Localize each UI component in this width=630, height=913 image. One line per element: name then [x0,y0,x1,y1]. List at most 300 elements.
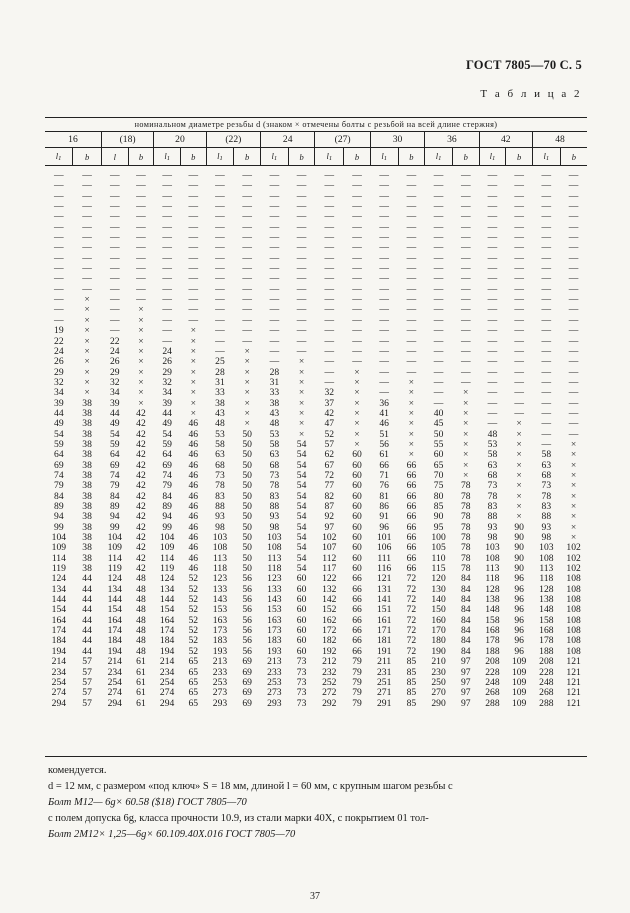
table-cell: 48 [136,625,146,637]
table-cell: — [379,356,389,368]
table-cell: — [406,314,417,326]
table-cell: — [82,180,92,192]
table-cell: 191 [376,645,392,657]
table-cell: 102 [322,532,337,544]
table-cell: — [296,345,307,357]
table-cell: — [109,314,120,326]
table-cell: — [296,232,307,244]
table-cell: 61 [379,449,389,461]
table-cell: 29 [109,366,120,378]
table-cell: — [460,294,471,306]
table-cell: — [541,252,552,264]
table-cell: 57 [82,687,92,699]
table-cell: 63 [487,459,498,471]
table-cell: 38 [82,438,92,450]
column-subheader: l1 [261,148,289,166]
table-cell: 39 [162,397,172,409]
table-cell: 234 [159,666,175,678]
table-cell: — [514,263,524,275]
table-cell: — [296,325,307,337]
table-cell: — [568,428,579,440]
table-cell: — [324,335,335,347]
table-cell: 78 [460,490,471,502]
table-cell: 66 [406,459,417,471]
table-cell: 150 [431,604,446,616]
table-cell: — [82,242,92,254]
table-cell: 68 [215,459,225,471]
table-cell: 85 [406,687,417,699]
table-cell: × [408,449,415,461]
table-cell: 56 [242,604,252,616]
column-subheader: l [101,148,128,166]
table-cell: 50 [242,563,252,575]
table-cell: 111 [377,552,392,564]
table-cell: 50 [242,480,252,492]
table-cell: — [188,273,199,285]
column-subheader: l1 [206,148,234,166]
table-cell: — [460,232,471,244]
table-cell: — [296,221,307,233]
table-cell: 66 [406,542,417,554]
table-cell: 163 [212,614,228,626]
table-cell: — [568,356,579,368]
table-cell: 140 [431,594,446,606]
table-cell: — [487,170,498,181]
table-cell: 84 [460,573,471,585]
table-cell: 90 [514,552,524,564]
table-cell: 54 [296,449,307,461]
table-cell: 36 [379,397,389,409]
table-cell: 133 [267,583,282,595]
table-cell: — [487,252,498,264]
table-cell: — [242,232,252,244]
table-cell: — [487,335,498,347]
table-cell: 109 [511,666,527,678]
column-subheader: l1 [45,148,73,166]
table-cell: 50 [242,511,252,523]
column-subheader: l1 [425,148,453,166]
table-cell: 52 [188,645,199,657]
table-cell: — [568,407,579,419]
table-cell: — [541,366,552,378]
table-cell: — [269,304,280,316]
table-cell: 72 [406,635,417,647]
table-cell: — [433,335,444,347]
table-cell: 44 [82,635,92,647]
table-row [45,523,587,533]
table-cell: 184 [51,635,67,647]
table-cell: — [514,242,524,254]
table-cell: 138 [485,594,500,606]
table-cell: × [190,376,196,388]
table-cell: 89 [162,501,172,512]
table-cell: 85 [406,666,417,678]
table-cell: — [433,190,444,202]
table-cell: 42 [136,490,146,502]
table-cell: — [541,283,552,295]
table-cell: — [54,273,64,285]
table-cell: 88 [215,501,225,512]
table-cell: 232 [322,666,337,678]
table-cell: — [296,201,307,213]
table-cell: 109 [107,542,122,554]
table-cell: — [109,294,120,306]
table-cell: × [138,366,144,378]
table-cell: 131 [376,583,392,595]
table-cell: 73 [296,687,307,699]
table-cell: 178 [539,635,554,647]
table-cell: — [568,170,579,181]
table-cell: — [188,180,199,192]
table-cell: × [570,469,577,481]
table-cell: — [514,294,524,306]
table-cell: 293 [212,697,228,709]
table-cell: 74 [109,469,120,481]
table-cell: 188 [539,645,554,657]
table-row [45,243,587,253]
table-cell: 78 [460,542,471,554]
table-cell: — [352,221,362,233]
table-cell: 250 [431,676,446,688]
table-cell: — [406,211,417,223]
table-cell: — [269,180,280,192]
table-cell: 214 [51,656,67,668]
table-cell: 53 [269,428,280,440]
table-cell: 77 [324,480,335,492]
table-cell: — [242,190,252,202]
table-cell: 84 [460,594,471,606]
table-row [45,347,587,357]
table-cell: 54 [162,428,172,440]
table-cell: 26 [109,356,120,368]
table-cell: 48 [136,614,146,626]
table-cell: 84 [54,490,64,502]
table-cell: — [460,252,471,264]
table-cell: 90 [514,521,524,533]
table-cell: 50 [242,490,252,502]
table-cell: × [408,438,415,450]
table-cell: — [487,325,498,337]
table-cell: — [188,252,199,264]
table-cell: 154 [51,604,67,616]
table-cell: 54 [296,501,307,512]
table-cell: 108 [566,635,581,647]
table-cell: 65 [188,656,199,668]
table-cell: 46 [188,459,199,471]
table-cell: 294 [107,697,122,709]
table-cell: 42 [136,418,146,430]
table-cell: 56 [242,635,252,647]
table-cell: 73 [296,666,307,678]
table-cell: 34 [109,387,120,399]
table-cell: — [541,263,552,275]
table-cell: — [568,366,579,378]
table-cell: 66 [406,490,417,502]
table-cell: — [487,345,498,357]
table-cell: 274 [159,687,175,699]
table-cell: — [406,345,417,357]
table-cell: 57 [82,666,92,678]
table-cell: × [138,356,144,368]
table-cell: — [136,283,146,295]
table-cell: 91 [379,511,389,523]
table-cell: — [352,335,362,347]
table-cell: — [568,232,579,244]
table-cell: — [162,170,172,181]
table-cell: 61 [136,676,146,688]
table-cell: 254 [159,676,175,688]
table-cell: — [433,345,444,357]
table-cell: 73 [215,469,225,481]
table-cell: 118 [212,563,227,575]
table-cell: — [568,387,579,399]
table-row [45,254,587,264]
table-cell: 72 [406,604,417,616]
table-cell: × [516,490,522,502]
table-cell: — [54,232,64,244]
table-cell: × [463,397,469,409]
table-cell: 130 [431,583,446,595]
table-cell: — [188,190,199,202]
table-cell: — [568,376,579,388]
table-cell: — [433,397,444,409]
table-cell: 170 [431,625,446,637]
table-cell: — [162,180,172,192]
table-cell: 158 [485,614,500,626]
table-cell: 44 [82,625,92,637]
table-cell: 79 [352,656,362,668]
table-cell: 69 [242,676,252,688]
table-cell: — [296,252,307,264]
table-cell: 32 [162,376,172,388]
table-row [45,512,587,522]
table-cell: 294 [51,697,67,709]
table-cell: 46 [379,418,389,430]
table-cell: — [269,325,280,337]
table-cell: — [215,294,225,306]
table-cell: × [138,387,144,399]
table-cell: 42 [136,542,146,554]
table-cell: 85 [433,501,444,512]
table-cell: 38 [82,407,92,419]
table-cell: 50 [242,449,252,461]
table-cell: 73 [269,469,280,481]
table-cell: × [298,428,305,440]
table-cell: 234 [107,666,122,678]
table-cell: 42 [136,532,146,544]
table-cell: — [324,356,335,368]
table-cell: 73 [296,697,307,709]
table-cell: — [514,407,524,419]
table-cell: × [570,449,577,461]
table-cell: × [516,449,522,461]
table-cell: 88 [541,511,552,523]
table-cell: 44 [82,583,92,595]
table-cell: — [324,190,335,202]
table-cell: — [352,190,362,202]
column-subheader: l1 [532,148,560,166]
table-cell: 294 [159,697,175,709]
table-cell: 60 [296,604,307,616]
table-cell: × [84,304,90,316]
table-cell: 174 [107,625,122,637]
table-cell: 32 [109,376,120,388]
table-cell: 106 [376,542,392,554]
table-cell: 158 [539,614,554,626]
table-cell: — [487,314,498,326]
table-cell: — [406,294,417,306]
table-cell: 84 [109,490,120,502]
table-cell: 38 [82,397,92,409]
table-cell: 56 [242,583,252,595]
table-cell: 78 [460,480,471,492]
table-cell: — [541,387,552,399]
table-cell: — [541,232,552,244]
table-row [45,295,587,305]
table-cell: — [109,180,120,192]
table-cell: 290 [431,697,446,709]
table-cell: 253 [267,676,282,688]
table-cell: 61 [136,656,146,668]
table-cell: 58 [487,449,498,461]
table-cell: 60 [433,449,444,461]
table-cell: 78 [269,480,280,492]
table-cell: — [541,180,552,192]
table-cell: — [242,263,252,275]
table-cell: — [215,325,225,337]
table-cell: 38 [82,511,92,523]
table-cell: 83 [487,501,498,512]
table-cell: 74 [54,469,64,481]
table-cell: × [84,376,90,388]
note-line-1: комендуется. [48,765,107,776]
table-cell: — [188,221,199,233]
table-cell: 99 [54,521,64,533]
table-cell: — [514,345,524,357]
table-cell: 56 [242,594,252,606]
table-cell: × [244,418,250,430]
table-cell: 174 [159,625,175,637]
table-cell: — [188,242,199,254]
table-cell: 63 [269,449,280,461]
table-cell: — [296,335,307,347]
table-cell: — [82,201,92,213]
table-cell: 118 [267,563,282,575]
table-cell: — [188,170,199,181]
table-cell: 49 [109,418,120,430]
table-cell: 66 [406,501,417,512]
table-cell: — [460,335,471,347]
table-cell: — [242,294,252,306]
table-cell: 48 [136,635,146,647]
table-cell: 46 [188,563,199,575]
table-cell: 85 [406,697,417,709]
table-cell: 98 [487,532,498,544]
table-cell: — [433,283,444,295]
table-cell: 84 [460,614,471,626]
table-cell: 88 [487,511,498,523]
table-cell: × [570,438,577,450]
table-cell: 90 [514,542,524,554]
table-row [45,430,587,440]
diameter-header: 48 [532,132,587,148]
table-cell: 66 [406,532,417,544]
table-cell: — [352,304,362,316]
table-cell: — [460,356,471,368]
table-cell: 46 [188,438,199,450]
table-cell: 98 [269,521,280,533]
table-cell: — [379,252,389,264]
table-cell: 78 [215,480,225,492]
table-cell: × [138,376,144,388]
table-cell: 113 [212,552,227,564]
table-cell: 49 [54,418,64,430]
table-cell: × [138,345,144,357]
table-cell: 46 [188,501,199,512]
table-cell: — [162,273,172,285]
table-cell: — [269,335,280,347]
column-subheader: b [560,148,587,166]
table-cell: — [460,221,471,233]
table-cell: 59 [162,438,172,450]
table-cell: 173 [212,625,228,637]
table-cell: 50 [242,532,252,544]
table-cell: — [487,387,498,399]
table-cell: 48 [136,645,146,657]
table-cell: 72 [406,645,417,657]
table-cell: 112 [322,552,337,564]
table-cell: × [570,521,577,533]
table-cell: — [162,294,172,306]
table-row [45,678,587,688]
table-cell: — [487,190,498,202]
table-cell: 254 [51,676,67,688]
column-subheader: l1 [479,148,506,166]
table-cell: 60 [352,552,362,564]
table-cell: 38 [82,521,92,533]
table-cell: 83 [541,501,552,512]
table-cell: — [215,190,225,202]
table-cell: — [324,304,335,316]
column-subheader: b [288,148,315,166]
table-cell: — [136,242,146,254]
table-cell: × [516,480,522,492]
table-cell: — [541,438,552,450]
table-cell: 78 [460,511,471,523]
table-cell: 60 [352,501,362,512]
table-row [45,357,587,367]
table-cell: — [136,221,146,233]
table-cell: 48 [215,418,225,430]
table-cell: × [570,490,577,502]
table-cell: 133 [212,583,228,595]
table-cell: 78 [460,532,471,544]
table-cell: 50 [242,428,252,440]
table-cell: — [162,283,172,295]
table-cell: — [460,211,471,223]
table-cell: 54 [296,469,307,481]
table-cell: 60 [296,625,307,637]
table-cell: — [487,283,498,295]
table-cell: 154 [159,604,175,616]
table-cell: 58 [215,438,225,450]
table-cell: 103 [267,532,282,544]
table-cell: 46 [188,449,199,461]
table-cell: 28 [215,366,225,378]
diameter-header: 20 [154,132,206,148]
table-cell: — [242,252,252,264]
table-cell: — [136,190,146,202]
